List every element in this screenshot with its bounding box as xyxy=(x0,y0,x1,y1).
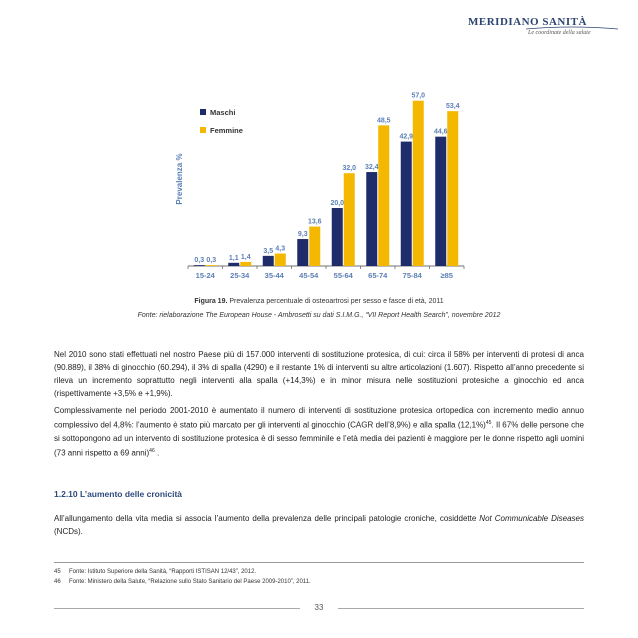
paragraph-2-text-cont: . Il 67% delle persone che si sottopongono ad un intervento di sostituzione protesica è di sesso femminile e l’età media dei pazienti è maggiore per le donne rispetto agli uomini (73 anni rispetto a 69 anni) xyxy=(54,420,584,458)
x-tick-label: ≥85 xyxy=(440,271,453,280)
footnote-ref-46: 46 xyxy=(149,447,155,454)
data-label: 53,4 xyxy=(445,103,460,111)
x-tick-label: 65-74 xyxy=(368,271,388,280)
data-label: 44,6 xyxy=(433,128,448,136)
x-tick-label: 75-84 xyxy=(402,271,422,280)
bar-femmine xyxy=(413,101,424,266)
data-label: 13,6 xyxy=(307,218,322,226)
paragraph-3-text: All’allungamento della vita media si associa l’aumento della prevalenza delle principali patologie croniche, cosiddette xyxy=(54,514,480,523)
footnote-46 xyxy=(54,577,311,587)
figure-caption-label: Figura 19. xyxy=(194,298,228,305)
page-number: 33 xyxy=(314,603,324,612)
data-label: 32,4 xyxy=(364,164,379,172)
x-tick-label: 15-24 xyxy=(195,271,215,280)
paragraph-3 xyxy=(54,512,584,538)
bar-maschi xyxy=(263,256,274,266)
data-label: 0,3 xyxy=(206,257,217,265)
footnote-ref-45: 45 xyxy=(485,420,492,426)
y-axis-label: Prevalenza % xyxy=(175,153,184,205)
bar-femmine xyxy=(240,262,251,266)
data-label: 42,9 xyxy=(399,133,414,141)
bar-femmine xyxy=(378,125,389,266)
bar-femmine xyxy=(309,227,320,266)
legend-swatch-maschi xyxy=(200,109,206,115)
paragraph-3-end: (NCDs). xyxy=(54,527,83,536)
logo-tagline: Le coordinate della salute xyxy=(528,30,591,36)
bar-femmine xyxy=(447,111,458,266)
x-tick-label: 55-64 xyxy=(333,271,353,280)
paragraph-2 xyxy=(54,404,584,459)
bar-maschi xyxy=(194,265,205,266)
paragraph-2-end: . xyxy=(154,448,160,458)
bar-femmine xyxy=(206,265,217,266)
x-tick-label: 35-44 xyxy=(264,271,284,280)
figure-source: Fonte: rielaborazione The European House - Ambrosetti su dati S.I.M.G., “VII Report Health Search”, novembre 2012 xyxy=(137,312,501,319)
footnote-number: 46 xyxy=(54,579,61,585)
data-label: 9,3 xyxy=(297,231,308,239)
paragraph-1: Nel 2010 sono stati effettuati nel nostro Paese più di 157.000 interventi di sostituzione protesica, di cui: circa il 58% per interventi di protesi di anca (90.889), il 38% di ginocchio (60.294), il 3% di spalla (4290) e il restante 1% di interventi su altre articolazioni (1.607). Rispetto all’anno precedente si rileva un incremento soprattutto negli interventi alla spalla (+14,3%) e in minor misura nelle sostituzioni protesiche a ginocchio ed anca (rispettivamente +3,5% e +1,9%). xyxy=(54,350,584,398)
footnote-divider xyxy=(54,562,584,563)
footnote-text: Fonte: Ministero della Salute, “Relazione sullo Stato Sanitario del Paese 2009-2010”, 2011. xyxy=(69,579,311,585)
data-label: 0,3 xyxy=(194,257,205,265)
data-label: 32,0 xyxy=(342,165,357,173)
figure-caption xyxy=(0,298,638,305)
footnotes xyxy=(54,567,311,587)
data-label: 3,5 xyxy=(263,247,274,255)
data-label: 1,4 xyxy=(240,253,251,261)
bar-maschi xyxy=(435,137,446,266)
legend-swatch-femmine xyxy=(200,127,206,133)
bar-maschi xyxy=(401,142,412,266)
data-label: 20,0 xyxy=(330,200,345,207)
footnote-text: Fonte: Istituto Superiore della Sanità, “Rapporti ISTISAN 12/43”, 2012. xyxy=(69,569,257,575)
figure-caption-text: Prevalenza percentuale di osteoartrosi per sesso e fasce di età, 2011 xyxy=(227,298,444,305)
bar-maschi xyxy=(297,239,308,266)
footnote-45 xyxy=(54,567,311,577)
data-label: 4,3 xyxy=(275,245,286,253)
bar-femmine xyxy=(344,173,355,266)
page-rule-left xyxy=(54,608,300,609)
paragraph-3-italic: Not Communicable Diseases xyxy=(479,514,584,523)
page-rule-right xyxy=(338,608,584,609)
legend-label-femmine: Femmine xyxy=(210,126,243,135)
bar-maschi xyxy=(332,208,343,266)
paragraph-2-text: Complessivamente nel periodo 2001-2010 è aumentato il numero di interventi di sostituzione protesica ortopedica con incremento medio annuo complessivo del 4,8%: l’aumento è stato più marcato per gli interventi al ginocchio (CAGR dell’8,9%) e alla spalla (12,1%) xyxy=(54,406,584,430)
prevalence-bar-chart xyxy=(168,86,474,294)
legend-label-maschi: Maschi xyxy=(210,108,236,117)
bar-maschi xyxy=(366,172,377,266)
logo-text: MERIDIANO SANITÀ xyxy=(468,16,587,28)
x-tick-label: 45-54 xyxy=(299,271,319,280)
publisher-logo xyxy=(468,16,624,44)
bar-maschi xyxy=(228,263,239,266)
data-label: 1,1 xyxy=(228,254,239,262)
x-tick-label: 25-34 xyxy=(230,271,250,280)
footnote-number: 45 xyxy=(54,569,61,575)
data-label: 57,0 xyxy=(411,92,426,100)
section-title: 1.2.10 L’aumento delle cronicità xyxy=(54,489,183,499)
bar-femmine xyxy=(275,254,286,266)
data-label: 48,5 xyxy=(376,117,391,125)
